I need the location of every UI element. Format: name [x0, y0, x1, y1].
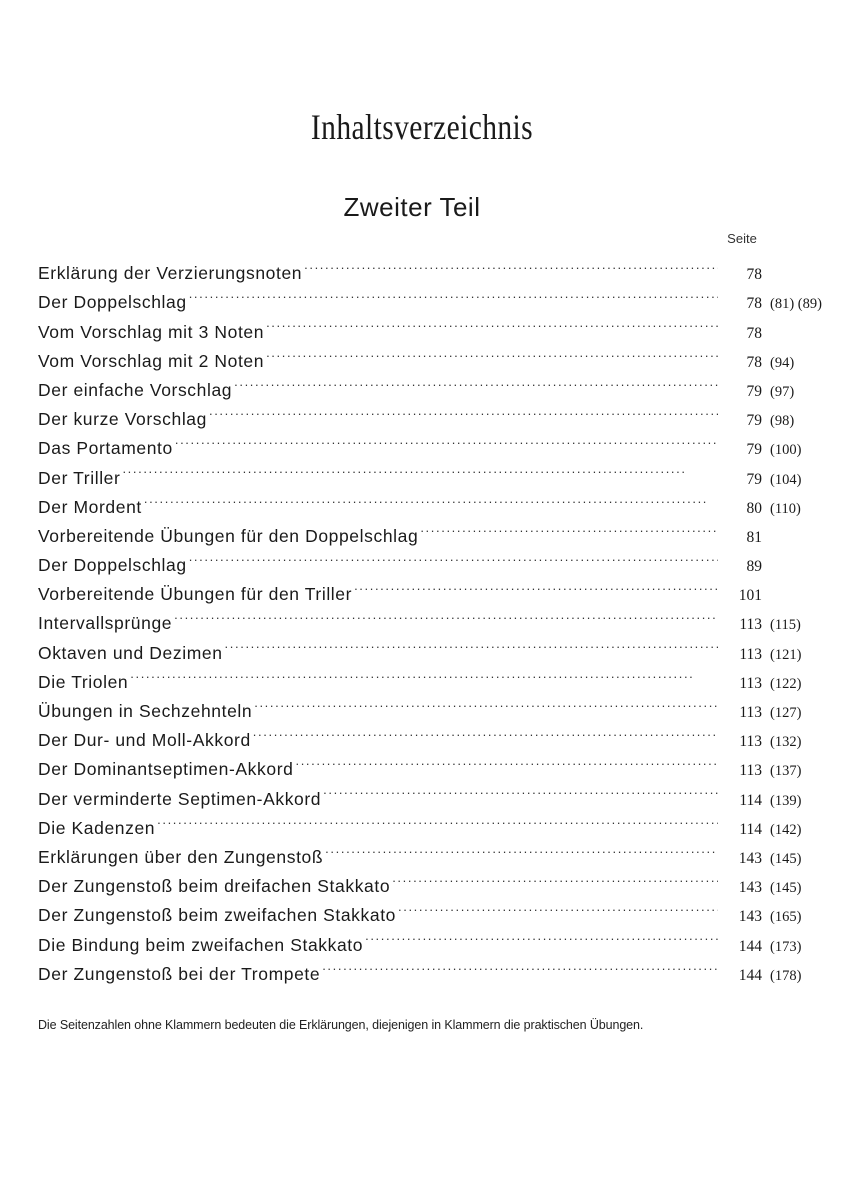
toc-entry-practice-pages: (94) [770, 354, 795, 371]
toc-entry-label: Erklärung der Verzierungsnoten [38, 259, 304, 288]
toc-entry-practice-pages: (139) [770, 792, 802, 809]
toc-entry-practice-pages: (127) [770, 705, 802, 721]
toc-entry-page: 144 [738, 966, 762, 984]
toc-entry-11 [38, 571, 828, 605]
toc-entry-practice-pages: (115) [770, 617, 801, 634]
dot-leader [323, 775, 718, 804]
dot-leader [254, 688, 718, 717]
toc-entry-page: 79 [746, 382, 762, 400]
toc-entry-4 [38, 367, 828, 400]
dot-leader [174, 600, 718, 629]
toc-entry-page: 143 [738, 908, 762, 926]
toc-entry-page: 113 [739, 616, 762, 634]
toc-entry-17 [38, 746, 828, 780]
toc-entry-practice-pages: (142) [770, 821, 802, 838]
toc-entry-8 [38, 484, 828, 517]
toc-entry-13 [38, 629, 828, 663]
toc-entry-page: 144 [738, 937, 762, 955]
toc-entry-label: Die Bindung beim zweifachen Stakkato [38, 931, 365, 960]
dot-leader [130, 659, 718, 688]
toc-entry-label: Der kurze Vorschlag [38, 405, 209, 434]
toc-entry-label: Übungen in Sechzehnteln [38, 697, 254, 726]
toc-entry-16 [38, 717, 828, 751]
toc-entry-label: Vorbereitende Übungen für den Doppelschlag [38, 522, 420, 551]
toc-entry-practice-pages: (122) [770, 675, 802, 692]
toc-entry-10 [38, 542, 828, 576]
toc-entry-label: Oktaven und Dezimen [38, 639, 225, 668]
toc-entry-label: Der Doppelschlag [38, 288, 189, 317]
toc-entry-label: Der Zungenstoß beim zweifachen Stakkato [38, 901, 398, 930]
toc-entry-label: Der Zungenstoß bei der Trompete [38, 960, 322, 989]
toc-entry-page: 113 [739, 674, 762, 692]
toc-entry-practice-pages: (145) [770, 880, 802, 897]
toc-entry-label: Die Triolen [38, 668, 130, 697]
dot-leader [209, 396, 718, 425]
dot-leader [122, 454, 718, 483]
page-title: Inhaltsverzeichnis [310, 107, 534, 147]
toc-entry-label: Der Dominantseptimen-Akkord [38, 755, 295, 784]
toc-entry-practice-pages: (178) [770, 967, 802, 984]
toc-entry-page: 143 [738, 849, 762, 867]
toc-entry-page: 143 [738, 879, 762, 897]
page-column-label: Seite [727, 231, 757, 246]
toc-entry-6 [38, 425, 828, 459]
toc-entry-7 [38, 454, 828, 488]
toc-entry-page: 79 [746, 441, 762, 459]
dot-leader [266, 338, 718, 367]
toc-entry-label: Der Doppelschlag [38, 551, 189, 580]
table-of-contents [38, 250, 828, 984]
dot-leader [398, 892, 718, 921]
toc-entry-practice-pages: (165) [770, 909, 802, 926]
toc-entry-label: Der Triller [38, 464, 122, 493]
toc-entry-14 [38, 659, 828, 692]
dot-leader [175, 425, 718, 454]
toc-entry-page: 113 [739, 704, 762, 721]
toc-entry-page: 89 [746, 558, 762, 576]
toc-entry-19 [38, 805, 828, 838]
dot-leader [354, 571, 718, 600]
toc-entry-practice-pages: (137) [770, 763, 802, 780]
toc-entry-page: 114 [739, 820, 762, 838]
toc-entry-page: 78 [746, 353, 762, 371]
footnote: Die Seitenzahlen ohne Klammern bedeuten die Erklärungen, diejenigen in Klammern die praktischen Übungen. [38, 1018, 644, 1032]
dot-leader [189, 279, 718, 308]
dot-leader [157, 805, 718, 834]
toc-entry-label: Der verminderte Septimen-Akkord [38, 785, 323, 814]
dot-leader [234, 367, 718, 396]
toc-entry-18 [38, 775, 828, 809]
toc-entry-label: Vorbereitende Übungen für den Triller [38, 580, 354, 609]
toc-entry-15 [38, 688, 828, 721]
toc-entry-page: 113 [739, 733, 762, 751]
toc-entry-page: 80 [746, 499, 762, 517]
toc-entry-page: 78 [746, 266, 762, 284]
toc-entry-21 [38, 863, 828, 897]
toc-entry-practice-pages: (173) [770, 938, 802, 955]
toc-entry-label: Der Zungenstoß beim dreifachen Stakkato [38, 872, 392, 901]
toc-entry-practice-pages: (121) [770, 646, 802, 663]
toc-entry-label: Der Dur- und Moll-Akkord [38, 726, 253, 755]
toc-entry-page: 113 [739, 762, 762, 780]
dot-leader [325, 834, 718, 863]
toc-entry-practice-pages: (97) [770, 383, 795, 400]
toc-entry-2 [38, 308, 828, 342]
toc-entry-22 [38, 892, 828, 926]
toc-entry-0 [38, 250, 828, 284]
toc-entry-page: 81 [746, 528, 762, 546]
dot-leader [266, 308, 718, 337]
section-title: Zweiter Teil [343, 192, 481, 222]
toc-entry-page: 79 [746, 412, 762, 430]
toc-entry-page: 101 [738, 587, 762, 605]
toc-entry-practice-pages: (132) [770, 734, 802, 751]
dot-leader [189, 542, 718, 571]
toc-entry-label: Vom Vorschlag mit 3 Noten [38, 318, 266, 347]
toc-entry-page: 78 [746, 324, 762, 342]
toc-entry-practice-pages: (81) (89) [770, 296, 822, 313]
toc-entry-label: Erklärungen über den Zungenstoß [38, 843, 325, 872]
toc-entry-23 [38, 921, 828, 955]
dot-leader [365, 921, 718, 950]
toc-entry-9 [38, 513, 828, 546]
toc-entry-practice-pages: (110) [770, 500, 801, 517]
dot-leader [253, 717, 718, 746]
toc-entry-12 [38, 600, 828, 634]
dot-leader [295, 746, 718, 775]
toc-entry-label: Das Portamento [38, 434, 175, 463]
toc-entry-label: Intervallsprünge [38, 609, 174, 638]
toc-entry-20 [38, 834, 828, 867]
dot-leader [420, 513, 718, 542]
toc-entry-3 [38, 338, 828, 371]
toc-entry-label: Der Mordent [38, 493, 144, 522]
toc-entry-1 [38, 279, 828, 313]
toc-entry-page: 79 [746, 470, 762, 488]
toc-entry-page: 113 [739, 645, 762, 663]
toc-entry-practice-pages: (100) [770, 442, 802, 459]
toc-entry-label: Vom Vorschlag mit 2 Noten [38, 347, 266, 376]
dot-leader [304, 250, 718, 279]
toc-entry-label: Die Kadenzen [38, 814, 157, 843]
dot-leader [392, 863, 718, 892]
dot-leader [322, 951, 718, 980]
toc-entry-24 [38, 951, 828, 984]
toc-entry-page: 114 [739, 791, 762, 809]
toc-entry-practice-pages: (98) [770, 413, 795, 430]
toc-entry-5 [38, 396, 828, 430]
toc-entry-practice-pages: (104) [770, 471, 802, 488]
toc-entry-label: Der einfache Vorschlag [38, 376, 234, 405]
dot-leader [225, 629, 718, 658]
toc-entry-practice-pages: (145) [770, 850, 802, 867]
dot-leader [144, 484, 718, 513]
toc-entry-page: 78 [746, 295, 762, 313]
